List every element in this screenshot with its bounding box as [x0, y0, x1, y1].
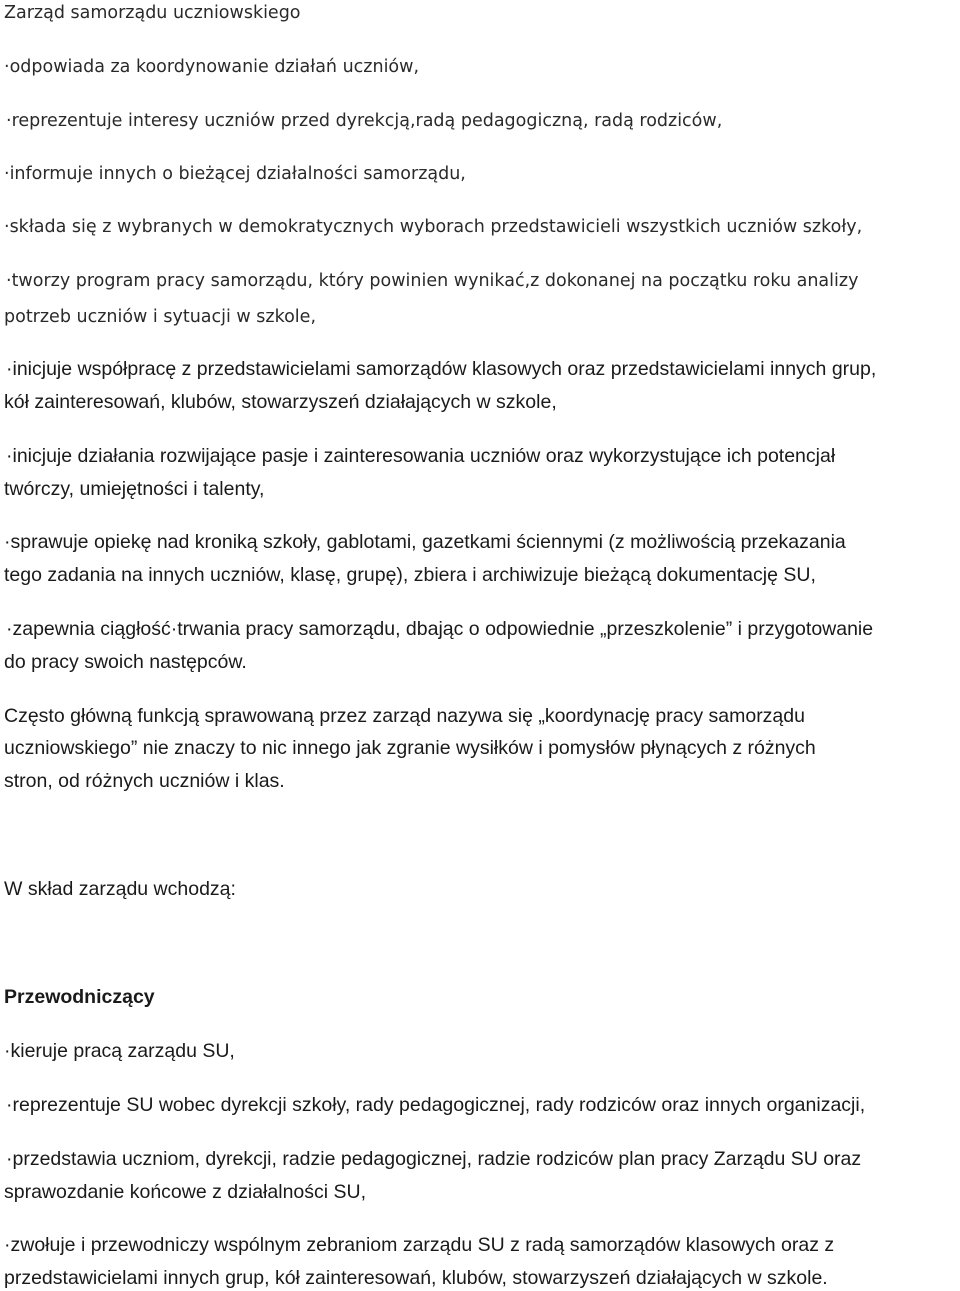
composition-heading: W skład zarządu wchodzą:	[4, 878, 236, 900]
document-title: Zarząd samorządu uczniowskiego	[4, 3, 301, 23]
duty-item-continuation: kół zainteresowań, klubów, stowarzyszeń działających w szkole,	[4, 391, 557, 413]
duty-item: ·inicjuje współpracę z przedstawicielami samorządów klasowych oraz przedstawicielami innych grup,	[6, 358, 877, 380]
chair-duty-item-continuation: sprawozdanie końcowe z działalności SU,	[4, 1181, 367, 1203]
duty-item: ·odpowiada za koordynowanie działań uczniów,	[4, 57, 420, 77]
duty-item: ·tworzy program pracy samorządu, który powinien wynikać,z dokonanej na początku roku analizy	[6, 271, 859, 291]
chair-duty-item: ·kieruje pracą zarządu SU,	[4, 1040, 235, 1062]
duty-item-continuation: twórczy, umiejętności i talenty,	[4, 478, 265, 500]
duty-item: ·składa się z wybranych w demokratycznych wyborach przedstawicieli wszystkich uczniów szkoły,	[4, 217, 863, 237]
duty-item-continuation: tego zadania na innych uczniów, klasę, grupę), zbiera i archiwizuje bieżącą dokumentację SU,	[4, 564, 816, 586]
duty-item: ·zapewnia ciągłość·trwania pracy samorządu, dbając o odpowiednie „przeszkolenie” i przygotowanie	[6, 618, 874, 640]
chair-duty-item: ·reprezentuje SU wobec dyrekcji szkoły, rady pedagogicznej, rady rodziców oraz innych organizacji,	[6, 1094, 866, 1116]
chair-duty-item: ·przedstawia uczniom, dyrekcji, radzie pedagogicznej, radzie rodziców plan pracy Zarządu SU oraz	[6, 1148, 862, 1170]
duty-item-continuation: potrzeb uczniów i sytuacji w szkole,	[4, 307, 317, 327]
summary-line: uczniowskiego” nie znaczy to nic innego jak zgranie wysiłków i pomysłów płynących z różnych	[4, 737, 816, 759]
summary-line: stron, od różnych uczniów i klas.	[4, 770, 285, 792]
duty-item: ·reprezentuje interesy uczniów przed dyrekcją,radą pedagogiczną, radą rodziców,	[6, 111, 723, 131]
duty-item: ·inicjuje działania rozwijające pasje i zainteresowania uczniów oraz wykorzystujące ich potencjał	[6, 445, 836, 467]
duty-item: ·informuje innych o bieżącej działalności samorządu,	[4, 164, 466, 184]
summary-line: Często główną funkcją sprawowaną przez zarząd nazywa się „koordynację pracy samorządu	[4, 705, 805, 727]
duty-item: ·sprawuje opiekę nad kroniką szkoły, gablotami, gazetkami ściennymi (z możliwością przekazania	[4, 531, 846, 553]
chair-duty-item-continuation: przedstawicielami innych grup, kół zainteresowań, klubów, stowarzyszeń działających w szkole.	[4, 1267, 828, 1289]
chair-duty-item: ·zwołuje i przewodniczy wspólnym zebraniom zarządu SU z radą samorządów klasowych oraz z	[4, 1234, 835, 1256]
chair-heading: Przewodniczący	[4, 986, 155, 1008]
duty-item-continuation: do pracy swoich następców.	[4, 651, 247, 673]
